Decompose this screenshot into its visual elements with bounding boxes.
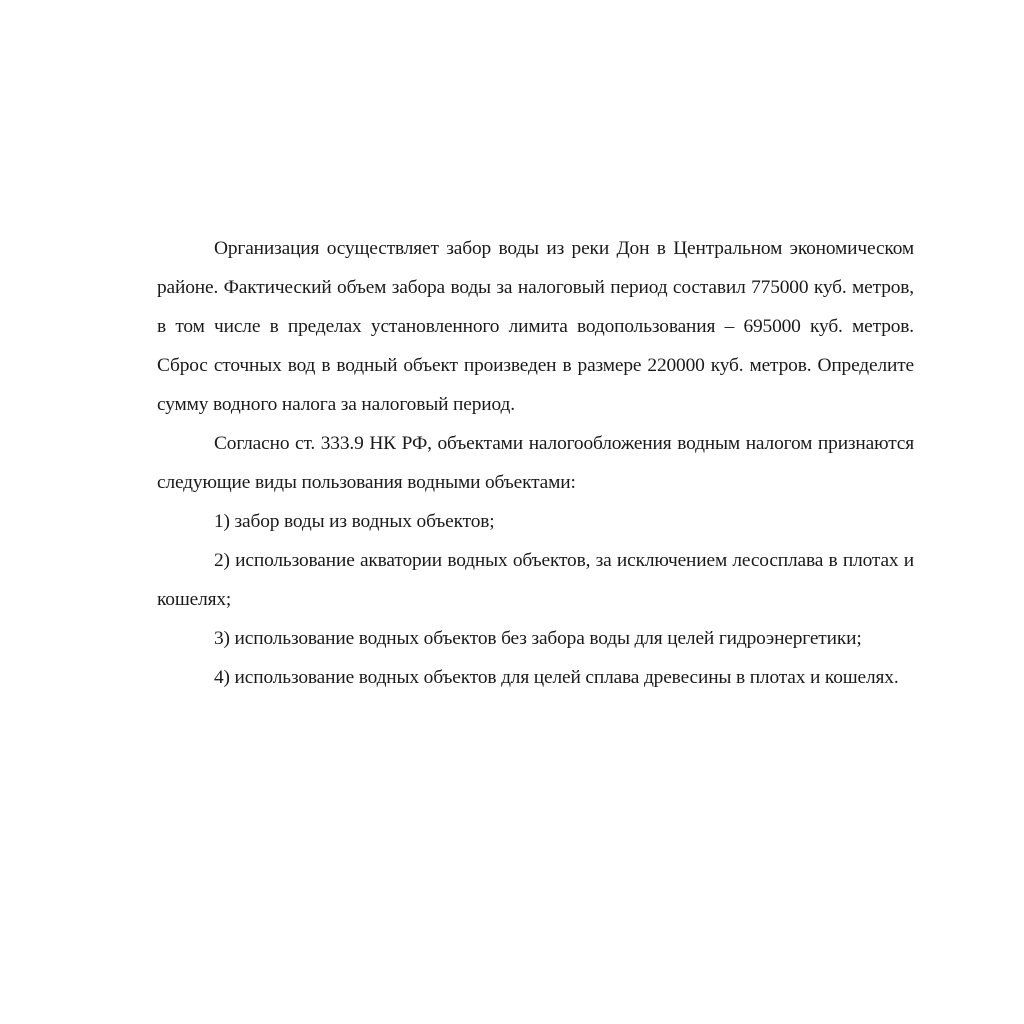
list-item-2: 2) использование акватории водных объектов, за исключением лесосплава в плотах и кошелях; [157, 550, 914, 610]
task-paragraph: Организация осуществляет забор воды из реки Дон в Центральном экономическом районе. Фактический объем забора воды за налоговый период составил 775000 куб. метров, в том числе в пределах установленного лимита водопользования – 695000 куб. метров. Сброс сточных вод в водный объект произведен в размере 220000 куб. метров. Определите сумму водного налога за налоговый период. [157, 238, 914, 415]
list-item-3: 3) использование водных объектов без забора воды для целей гидроэнергетики; [214, 628, 862, 649]
document-body [157, 229, 914, 697]
law-reference-paragraph: Согласно ст. 333.9 НК РФ, объектами налогообложения водным налогом признаются следующие виды пользования водными объектами: [157, 433, 914, 493]
list-item-4: 4) использование водных объектов для целей сплава древесины в плотах и кошелях. [214, 667, 899, 688]
list-item-1: 1) забор воды из водных объектов; [214, 511, 495, 532]
